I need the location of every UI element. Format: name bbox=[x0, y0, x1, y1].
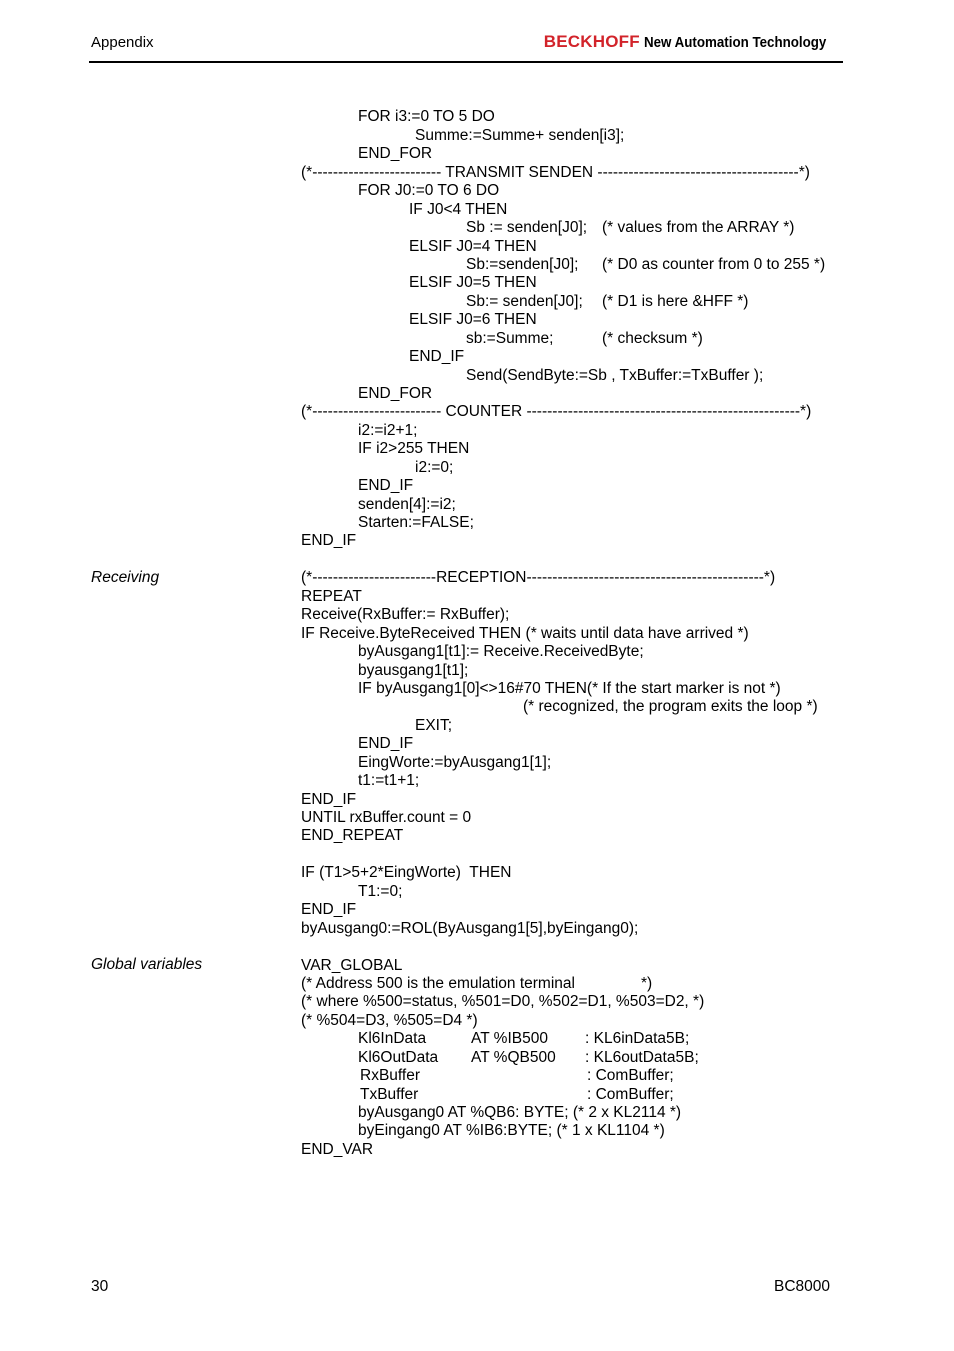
code-line: FOR i3:=0 TO 5 DO bbox=[358, 108, 495, 125]
code-line: byAusgang1[t1]:= Receive.ReceivedByte; bbox=[358, 643, 644, 660]
code-line: t1:=t1+1; bbox=[358, 772, 420, 789]
var-name: Kl6InData bbox=[358, 1030, 427, 1047]
code-line: sb:=Summe; bbox=[466, 330, 554, 347]
page-number: 30 bbox=[91, 1278, 109, 1295]
code-line: UNTIL rxBuffer.count = 0 bbox=[301, 809, 472, 826]
code-line: ELSIF J0=4 THEN bbox=[409, 238, 537, 255]
code-line: (* Address 500 is the emulation terminal bbox=[301, 975, 575, 992]
var-type: : KL6inData5B; bbox=[585, 1030, 690, 1047]
code-line: Receive(RxBuffer:= RxBuffer); bbox=[301, 606, 510, 623]
code-line: END_FOR bbox=[358, 145, 433, 162]
brand-name: BECKHOFF bbox=[543, 32, 640, 51]
code-line: END_FOR bbox=[358, 385, 433, 402]
code-line: END_IF bbox=[409, 348, 465, 365]
var-type: : ComBuffer; bbox=[587, 1086, 674, 1103]
var-type: : ComBuffer; bbox=[587, 1067, 674, 1084]
code-line: IF (T1>5+2*EingWorte) THEN bbox=[301, 864, 512, 881]
code-line: (*------------------------RECEPTION----------------------------------------------*) bbox=[301, 569, 776, 586]
code-line: EingWorte:=byAusgang1[1]; bbox=[358, 754, 552, 771]
brand-tagline: New Automation Technology bbox=[643, 35, 827, 51]
var-name: TxBuffer bbox=[360, 1086, 419, 1103]
code-line: END_IF bbox=[301, 532, 357, 549]
code-line: ELSIF J0=6 THEN bbox=[409, 311, 537, 328]
code-comment: (* recognized, the program exits the loop *) bbox=[523, 698, 818, 715]
code-line: byAusgang0:=ROL(ByAusgang1[5],byEingang0); bbox=[301, 920, 639, 937]
side-label-receiving: Receiving bbox=[91, 569, 160, 586]
code-line: Sb:= senden[J0]; bbox=[466, 293, 583, 310]
code-line: ELSIF J0=5 THEN bbox=[409, 274, 537, 291]
code-line: (*------------------------- COUNTER -----------------------------------------------------*) bbox=[301, 403, 812, 420]
code-line: i2:=i2+1; bbox=[358, 422, 418, 439]
code-line: byEingang0 AT %IB6:BYTE; (* 1 x KL1104 *) bbox=[358, 1122, 665, 1139]
code-line: (* where %500=status, %501=D0, %502=D1, %503=D2, *) bbox=[301, 993, 705, 1010]
code-line: byausgang1[t1]; bbox=[358, 662, 469, 679]
var-type: : KL6outData5B; bbox=[585, 1049, 699, 1066]
code-line: VAR_GLOBAL bbox=[301, 957, 403, 974]
code-line: (*------------------------- TRANSMIT SENDEN ---------------------------------------*) bbox=[301, 164, 810, 181]
code-comment: (* D1 is here &HFF *) bbox=[602, 293, 749, 310]
code-comment: (* values from the ARRAY *) bbox=[602, 219, 795, 236]
var-address: AT %QB500 bbox=[471, 1049, 556, 1066]
code-line: i2:=0; bbox=[415, 459, 454, 476]
code-comment: (* D0 as counter from 0 to 255 *) bbox=[602, 256, 826, 273]
code-line: Summe:=Summe+ senden[i3]; bbox=[415, 127, 625, 144]
var-name: RxBuffer bbox=[360, 1067, 421, 1084]
code-comment: *) bbox=[641, 975, 653, 992]
code-line: senden[4]:=i2; bbox=[358, 496, 456, 513]
brand-logo bbox=[544, 32, 842, 52]
header-rule bbox=[89, 61, 843, 63]
code-line: Send(SendByte:=Sb , TxBuffer:=TxBuffer ); bbox=[466, 367, 764, 384]
code-line: Sb:=senden[J0]; bbox=[466, 256, 579, 273]
header-section-title: Appendix bbox=[91, 34, 154, 51]
code-line: IF J0<4 THEN bbox=[409, 201, 508, 218]
code-line: REPEAT bbox=[301, 588, 362, 605]
var-name: Kl6OutData bbox=[358, 1049, 439, 1066]
code-line: byAusgang0 AT %QB6: BYTE; (* 2 x KL2114 *) bbox=[358, 1104, 682, 1121]
code-line: Sb := senden[J0]; bbox=[466, 219, 588, 236]
code-line: IF Receive.ByteReceived THEN (* waits until data have arrived *) bbox=[301, 625, 749, 642]
code-line: END_IF bbox=[301, 791, 357, 808]
code-line: END_IF bbox=[358, 477, 414, 494]
product-name: BC8000 bbox=[773, 1278, 830, 1295]
code-line: (* %504=D3, %505=D4 *) bbox=[301, 1012, 478, 1029]
code-line: IF i2>255 THEN bbox=[358, 440, 470, 457]
code-line: Starten:=FALSE; bbox=[358, 514, 474, 531]
var-address: AT %IB500 bbox=[471, 1030, 548, 1047]
code-comment: (* checksum *) bbox=[602, 330, 703, 347]
code-line: T1:=0; bbox=[358, 883, 403, 900]
code-line: END_REPEAT bbox=[301, 827, 404, 844]
code-line: END_IF bbox=[301, 901, 357, 918]
code-line: END_VAR bbox=[301, 1141, 374, 1158]
code-line: FOR J0:=0 TO 6 DO bbox=[358, 182, 500, 199]
code-line: EXIT; bbox=[415, 717, 453, 734]
code-line: IF byAusgang1[0]<>16#70 THEN(* If the start marker is not *) bbox=[358, 680, 781, 697]
side-label-global-variables: Global variables bbox=[91, 956, 203, 973]
code-line: END_IF bbox=[358, 735, 414, 752]
